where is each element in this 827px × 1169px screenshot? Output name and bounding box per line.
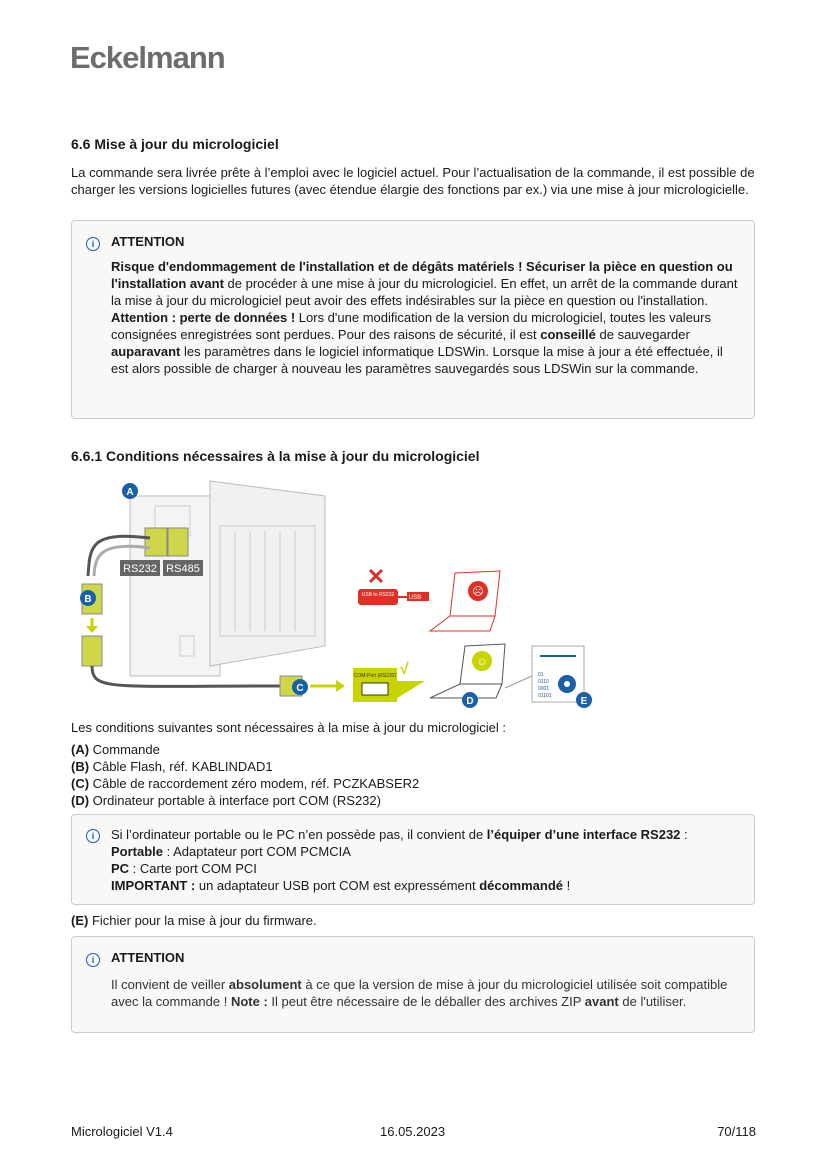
text-segment: de procéder à une mise à jour du micrologiciel. En effet, un arrêt de la commande durant la mise à jour du micrologiciel peut avoir des effets indésirables sur la pièce en question ou l'installation. [111, 276, 738, 308]
info-icon: i [86, 953, 100, 967]
text-segment: : [680, 827, 688, 842]
usb-plug-label: USB [408, 595, 422, 601]
svg-text:✕: ✕ [366, 564, 386, 589]
text-segment: à ce que la version de mise à jour du micrologiciel utilisée soit compatible avec la commande ! [111, 977, 728, 1009]
section-heading: 6.6 Mise à jour du micrologiciel [71, 136, 279, 152]
usb-adapter-crossed [358, 564, 429, 605]
footer-date: 16.05.2023 [380, 1124, 446, 1139]
text-segment: : Carte port COM PCI [129, 861, 257, 876]
attention-title: ATTENTION [111, 950, 185, 965]
attention-text [111, 976, 740, 1010]
condition-text: Câble de raccordement zéro modem, réf. PCZKABSER2 [89, 776, 420, 791]
svg-text:D: D [466, 696, 474, 707]
conditions-intro: Les conditions suivantes sont nécessaires à la mise à jour du micrologiciel : [71, 720, 506, 735]
bold-text-segment: IMPORTANT : [111, 878, 196, 893]
bold-text-segment: Portable [111, 844, 164, 859]
svg-text:A: A [126, 487, 134, 498]
text-segment: de l'utiliser. [618, 994, 687, 1009]
text-segment: de sauvegarder [595, 327, 690, 342]
attention-box-1 [71, 220, 755, 419]
attention-title: ATTENTION [111, 234, 185, 249]
text-segment: les paramètres dans le logiciel informatique LDSWin. Lorsque la mise à jour a été effectuée, il est alors possible de charger à nouveau les paramètres sauvegardés sous LDSWin sur la commande. [111, 344, 723, 376]
attention-text [111, 258, 740, 377]
bold-text-segment: décommandé [479, 878, 564, 893]
note-line [111, 826, 740, 843]
text-segment: Il convient de veiller [111, 977, 229, 992]
section-intro: La commande sera livrée prête à l’emploi avec le logiciel actuel. Pour l’actualisation de la commande, il est possible de charger les versions logicielles futures (avec étendue élargie des fonctions par ex.) via une mise à jour micrologicielle. [71, 165, 755, 197]
note-line [111, 860, 740, 877]
firmware-file-icon [532, 646, 584, 702]
file-bits: 0110 [538, 679, 549, 685]
info-icon: i [86, 829, 100, 843]
condition-text: Fichier pour la mise à jour du firmware. [88, 913, 317, 928]
firmware-update-diagram [70, 476, 600, 712]
text-segment: ! [563, 878, 571, 893]
condition-text: Commande [89, 742, 160, 757]
bold-text-segment: Attention : perte de données ! [111, 310, 296, 325]
text-segment: un adaptateur USB port COM est expressément [195, 878, 480, 893]
bold-text-segment: absolument [228, 977, 302, 992]
svg-text:☹: ☹ [472, 586, 484, 598]
bold-text-segment: Risque d'endommagement de l'installation et de dégâts matériels ! Sécuriser la pièce en question ou l'installation avant [111, 259, 733, 291]
svg-text:√: √ [400, 661, 409, 678]
subsection-heading: 6.6.1 Conditions nécessaires à la mise à jour du micrologiciel [71, 448, 480, 464]
condition-key: (B) [71, 759, 90, 774]
condition-text: Câble Flash, réf. KABLINDAD1 [89, 759, 273, 774]
bold-text-segment: auparavant [111, 344, 181, 359]
file-bits: 0001 [538, 686, 550, 692]
svg-text:B: B [84, 594, 92, 605]
condition-item [71, 775, 419, 792]
bold-text-segment: l’équiper d’une interface RS232 [486, 827, 681, 842]
rs232-label: RS232 [123, 563, 157, 575]
footer-doc-version: Micrologiciel V1.4 [71, 1124, 173, 1139]
condition-item-e [71, 912, 317, 929]
info-icon: i [86, 237, 100, 251]
bold-text-segment: PC [111, 861, 130, 876]
condition-item [71, 758, 419, 775]
svg-text:E: E [580, 696, 588, 707]
note-text [111, 826, 740, 894]
condition-item [71, 741, 419, 758]
condition-key: (C) [71, 776, 90, 791]
footer-page-number: 70/118 [717, 1124, 756, 1139]
bold-text-segment: Note : [230, 994, 268, 1009]
com-port-box [353, 661, 425, 702]
rs485-label: RS485 [166, 563, 200, 575]
attention-box-2 [71, 936, 755, 1033]
text-segment: Si l’ordinateur portable ou le PC n’en possède pas, il convient de [111, 827, 487, 842]
text-segment: Lors d'une modification de la version du micrologiciel, toutes les valeurs consignées enregistrées sont perdues. Pour des raisons de sécurité, il est [111, 310, 711, 342]
condition-key: (E) [71, 913, 89, 928]
file-bits: 01101 [538, 693, 552, 699]
condition-key: (D) [71, 793, 90, 808]
text-segment: Il peut être nécessaire de le déballer des archives ZIP [267, 994, 585, 1009]
usb-adapter-label: USB to RS232 [361, 592, 395, 598]
eckelmann-logo: Eckelmann [70, 40, 225, 75]
bold-text-segment: avant [584, 994, 619, 1009]
note-line [111, 843, 740, 860]
conditions-list [71, 741, 419, 809]
svg-text:☺: ☺ [476, 656, 488, 668]
controller-device [130, 481, 325, 676]
condition-key: (A) [71, 742, 90, 757]
note-box [71, 814, 755, 905]
bold-text-segment: conseillé [540, 327, 596, 342]
laptop-happy-icon [430, 644, 505, 698]
svg-text:C: C [296, 683, 304, 694]
laptop-sad-icon [430, 571, 500, 631]
note-line [111, 877, 740, 894]
com-port-label: COM-Port (RS232) [353, 673, 397, 679]
condition-text: Ordinateur portable à interface port COM (RS232) [89, 793, 381, 808]
text-segment: : Adaptateur port COM PCMCIA [163, 844, 351, 859]
file-bits: 01 [538, 672, 544, 678]
condition-item [71, 792, 419, 809]
